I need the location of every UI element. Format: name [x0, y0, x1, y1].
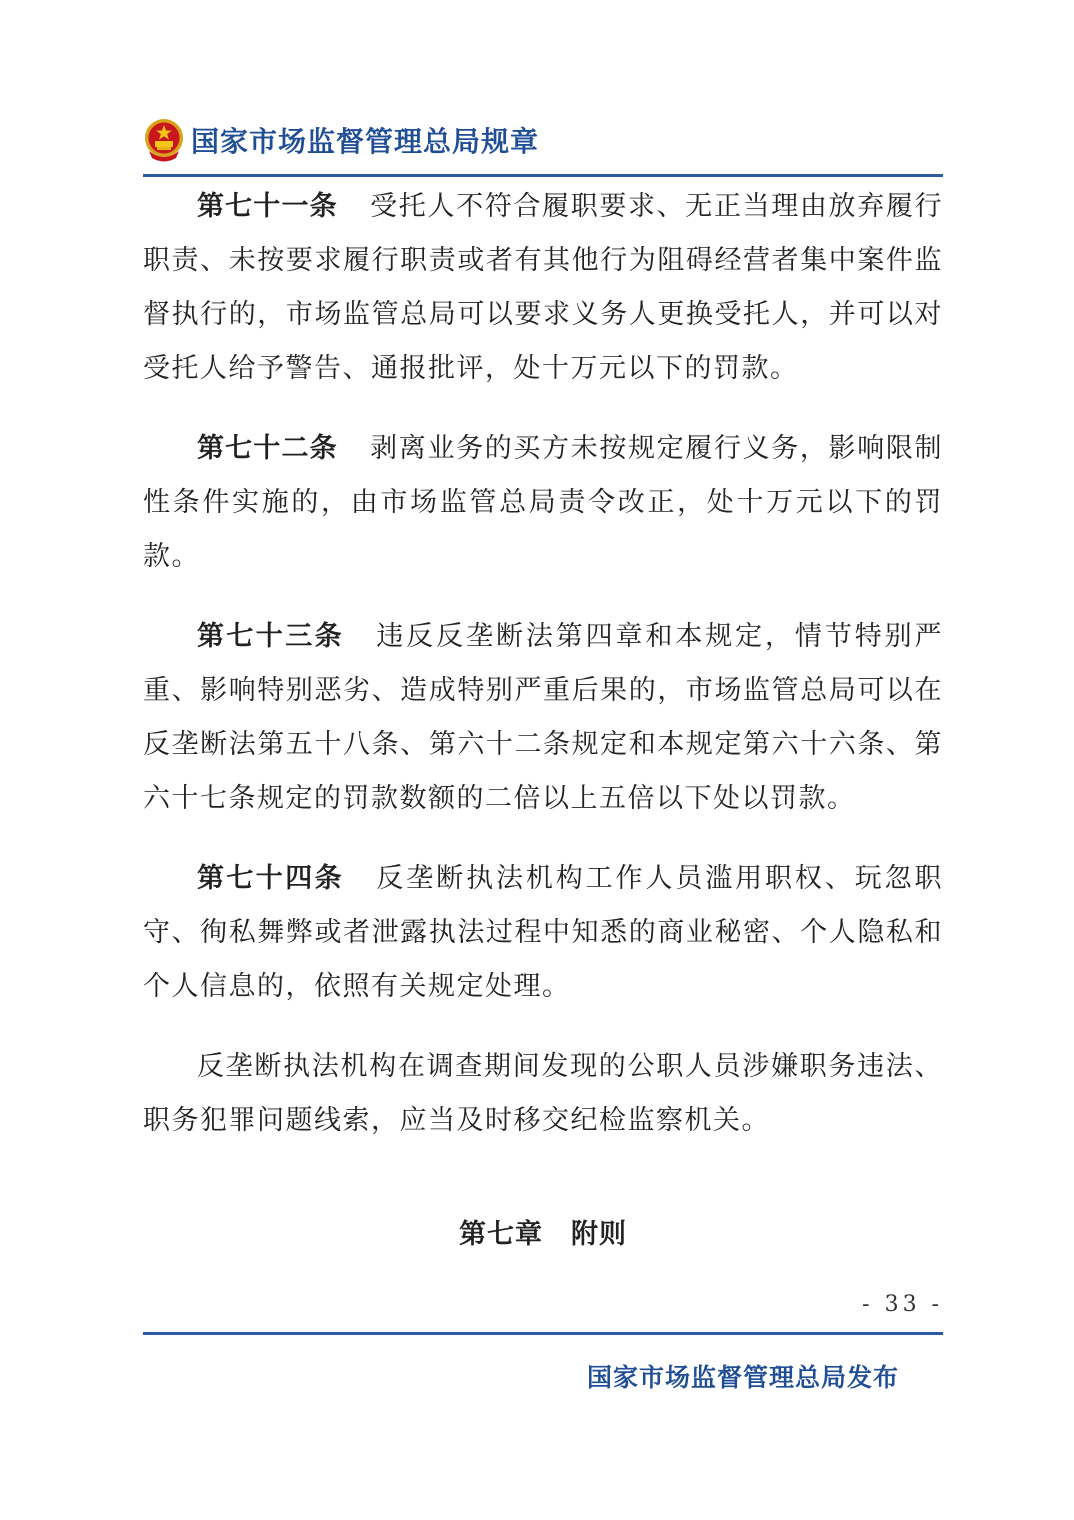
document-body — [143, 180, 943, 1148]
article-72 — [143, 422, 943, 584]
page-header — [143, 112, 539, 168]
article-number: 第七十一条 — [197, 191, 338, 222]
article-text: 违反反垄断法第四章和本规定，情节特别严重、影响特别恶劣、造成特别严重后果的，市场监管总局可以在反垄断法第五十八条、第六十二条规定和本规定第六十六条、第六十七条规定的罚款数额的二倍以上五倍以下处以罚款。 — [143, 621, 944, 814]
article-text: 受托人不符合履职要求、无正当理由放弃履行职责、未按要求履行职责或者有其他行为阻碍经营者集中案件监督执行的，市场监管总局可以要求义务人更换受托人，并可以对受托人给予警告、通报批评，处十万元以下的罚款。 — [143, 191, 944, 384]
national-emblem-icon — [143, 117, 185, 163]
article-number: 第七十四条 — [197, 863, 344, 894]
article-text: 反垄断执法机构工作人员滥用职权、玩忽职守、徇私舞弊或者泄露执法过程中知悉的商业秘密、个人隐私和个人信息的，依照有关规定处理。 — [143, 863, 944, 1002]
article-text: 剥离业务的买方未按规定履行义务，影响限制性条件实施的，由市场监管总局责令改正，处十万元以下的罚款。 — [143, 433, 944, 572]
header-title: 国家市场监督管理总局规章 — [191, 125, 540, 158]
page-number: - 33 - — [862, 1292, 943, 1317]
article-74 — [143, 852, 943, 1014]
footer-publisher: 国家市场监督管理总局发布 — [586, 1363, 899, 1392]
article-71 — [143, 180, 943, 396]
article-73 — [143, 610, 943, 826]
article-74-continuation: 反垄断执法机构在调查期间发现的公职人员涉嫌职务违法、职务犯罪问题线索，应当及时移交纪检监察机关。 — [143, 1051, 943, 1136]
header-divider — [143, 174, 943, 177]
chapter-heading: 第七章 附则 — [459, 1219, 627, 1250]
footer-divider — [143, 1332, 943, 1335]
article-number: 第七十二条 — [197, 433, 338, 464]
article-number: 第七十三条 — [197, 621, 344, 652]
